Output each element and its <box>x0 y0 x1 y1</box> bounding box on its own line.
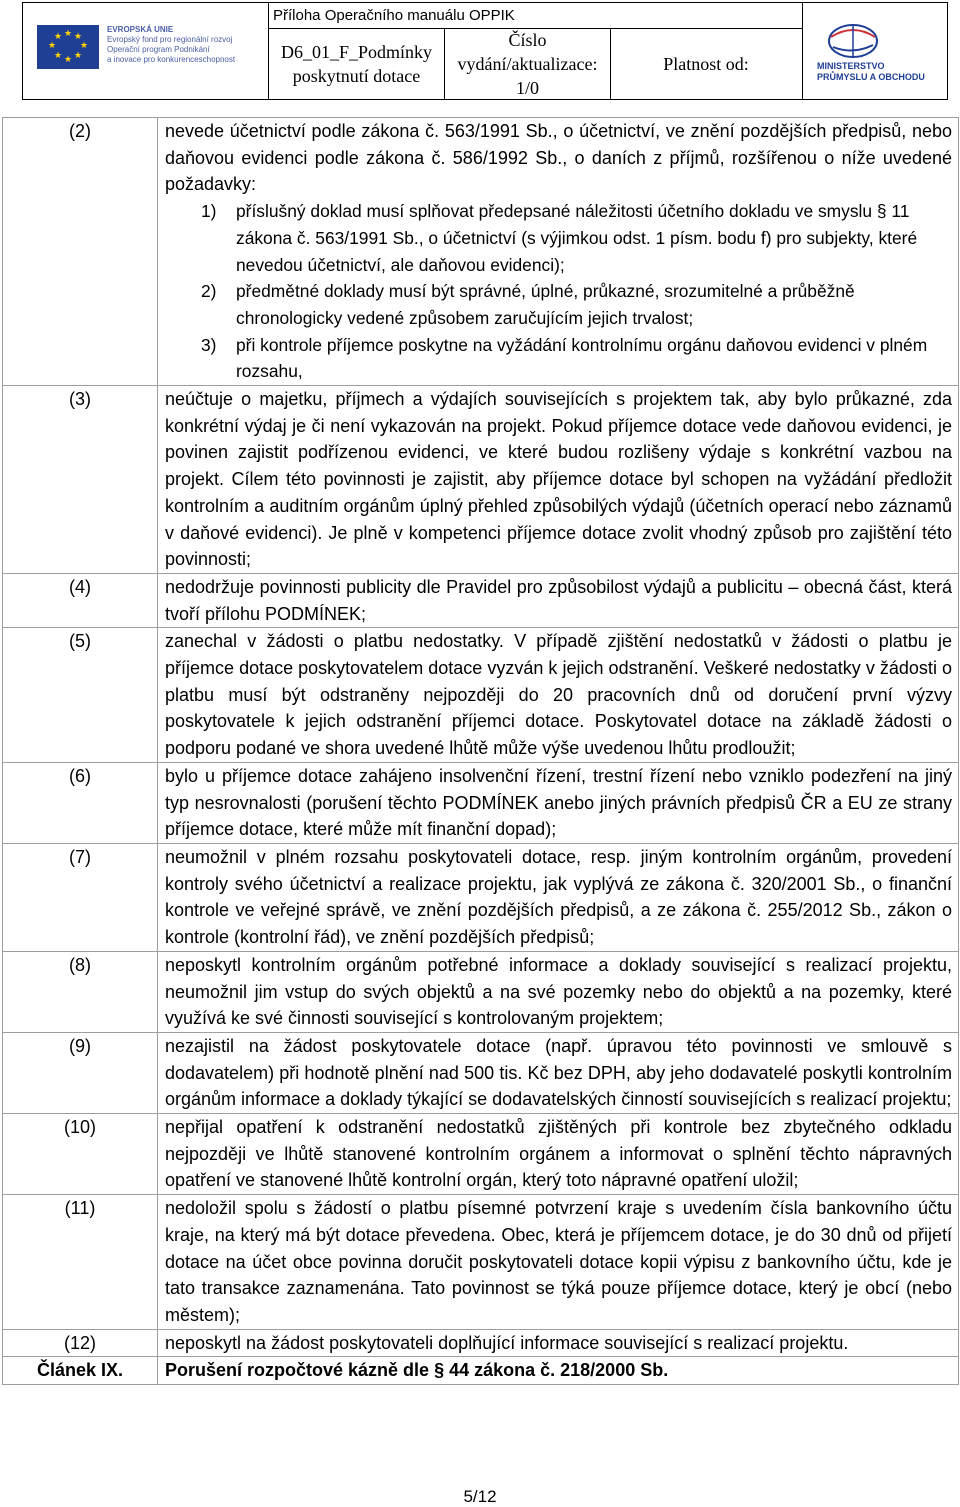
row-text <box>158 1195 959 1330</box>
row-text <box>158 573 959 627</box>
row-text <box>158 1329 959 1357</box>
table-row <box>3 1195 959 1330</box>
sub-item-text: předmětné doklady musí být správné, úplné, průkazné, srozumitelné a průběžně chronologicky vedené způsobem zaručujícím jejich trvalost; <box>236 281 855 328</box>
row-number: (3) <box>3 386 158 574</box>
article-title: Porušení rozpočtové kázně dle § 44 zákona č. 218/2000 Sb. <box>158 1357 959 1385</box>
row-paragraph: neúčtuje o majetku, příjmech a výdajích souvisejících s projektem tak, aby bylo průkazné, zda konkrétní výdaj je či není vykazován na projekt. Pokud příjemce dotace vede daňovou evidenci, je povinen zajistit podřízenou evidenci, ve které budou rozlišeny výdaje s konkrétní vazbou na projekt. Cílem této povinnosti je zajistit, aby příjemce dotace byl schopen na vyžádání předložit kontrolním a auditním orgánům úplný přehled způsobilých výdajů (účetních operací nebo záznamů v daňové evidenci). Je plně v kompetenci příjemce dotace zvolit vhodný způsob pro zajištění této povinnosti; <box>165 389 952 570</box>
row-text <box>158 762 959 843</box>
sub-item-number: 2) <box>201 281 217 302</box>
row-paragraph: nezajistil na žádost poskytovatele dotace (např. úpravou této povinnosti ve smlouvě s dodavatelem) při hodnotě plnění nad 500 tis. Kč bez DPH, aby jeho dodavatelé poskytli kontrolním orgánům informace a doklady týkající se dodavatelských činností souvisejících s realizací projektu; <box>165 1035 952 1110</box>
row-text <box>158 843 959 951</box>
row-paragraph: bylo u příjemce dotace zahájeno insolvenční řízení, trestní řízení nebo vzniklo podezření na jiný typ nesrovnalosti (porušení těchto PODMÍNEK anebo jiných právních předpisů ČR a EU ze strany příjemce dotace, které může mít finanční dopad); <box>165 765 952 840</box>
sub-item-number: 3) <box>201 334 217 355</box>
table-row <box>3 762 959 843</box>
table-row <box>3 843 959 951</box>
header-info <box>269 3 803 99</box>
table-row <box>3 386 959 574</box>
row-paragraph: nedodržuje povinnosti publicity dle Pravidel pro způsobilost výdajů a publicitu – obecná část, která tvoří přílohu PODMÍNEK; <box>165 576 952 624</box>
article-number: Článek IX. <box>3 1357 158 1385</box>
row-number: (9) <box>3 1032 158 1113</box>
page-number: 5/12 <box>463 1487 497 1506</box>
row-number: (10) <box>3 1114 158 1195</box>
row-text <box>158 1032 959 1113</box>
row-paragraph: neumožnil v plném rozsahu poskytovateli dotace, resp. jiným kontrolním orgánům, provedení kontroly svého účetnictví a realizace projektu, jak vyplývá ze zákona č. 320/2001 Sb., o finanční kontrole ve veřejné správě, ve znění pozdějších předpisů, a ze zákona č. 255/2012 Sb., zákon o kontrole (kontrolní řád), ve znění pozdějších předpisů; <box>165 846 952 948</box>
row-number: (12) <box>3 1329 158 1357</box>
row-number: (4) <box>3 573 158 627</box>
row-number: (11) <box>3 1195 158 1330</box>
table-row <box>3 1329 959 1357</box>
table-row <box>3 951 959 1032</box>
sub-item-number: 1) <box>201 201 217 222</box>
document-title: Příloha Operačního manuálu OPPIK <box>269 3 802 29</box>
table-row <box>3 573 959 627</box>
row-number: (2) <box>3 118 158 386</box>
sub-item-text: při kontrole příjemce poskytne na vyžádání kontrolnímu orgánu daňovou evidenci v plném rozsahu, <box>236 334 928 382</box>
eu-logo-text: EVROPSKÁ UNIE Evropský fond pro regionální rozvoj Operační program Podnikání a inovace pro konkurenceschopnost <box>107 25 236 64</box>
sub-item <box>165 198 952 278</box>
valid-from-label: Platnost od: <box>663 54 749 74</box>
eu-flag-icon: ★ ★ ★ ★ ★ ★ ★ ★ <box>37 25 99 69</box>
row-number: (8) <box>3 951 158 1032</box>
document-header <box>22 2 948 100</box>
sub-item-text: příslušný doklad musí splňovat předepsané náležitosti účetního dokladu ve smyslu § 11 zákona č. 563/1991 Sb., o účetnictví (s výjimkou odst. 1 písm. bodu f) pro subjekty, které nevedou účetnictví, ale daňovou evidenci); <box>236 201 918 275</box>
row-paragraph: zanechal v žádosti o platbu nedostatky. V případě zjištění nedostatků v žádosti o platbu je příjemce dotace poskytovatelem dotace vyzván k jejich odstranění. Veškeré nedostatky v žádosti o platbu musí být odstraněny nejpozději do 20 pracovních dnů od doručení první výzvy poskytovatele k jejich odstranění příjemci dotace. Poskytovatel dotace na základě žádosti o podporu podané ve shora uvedené lhůtě může výše uvedenou lhůtu prodloužit; <box>165 631 952 759</box>
table-row <box>3 118 959 386</box>
sub-item <box>165 332 952 385</box>
row-paragraph: nepřijal opatření k odstranění nedostatků zjištěných při kontrole bez zbytečného odkladu nejpozději ve lhůtě stanovené kontrolním orgánem a informovat o splnění těchto nápravných opatření ve stanovené lhůtě kontrolní orgán, který toto nápravné opatření uložil; <box>165 1117 952 1191</box>
eu-logo <box>23 3 269 99</box>
mpo-logo <box>803 3 947 99</box>
document-name: D6_01_F_Podmínky poskytnutí dotace <box>269 29 445 99</box>
row-paragraph: nedoložil spolu s žádostí o platbu písemné potvrzení kraje s uvedením čísla bankovního účtu kraje, na který má být dotace převedena. Obec, která je příjemcem dotace, je do 30 dnů od přijetí dotace na účet obce povinna doručit poskytovateli dotace kopii výpisu z bankovního účtu, kde je tato transakce zaznamenána. Tato povinnost se týká pouze příjemce dotace, který je obcí (nebo městem); <box>165 1198 952 1325</box>
table-row <box>3 628 959 763</box>
table-row <box>3 1114 959 1195</box>
mpo-logo-text: MINISTERSTVO PRŮMYSLU A OBCHODU <box>817 61 925 82</box>
table-row <box>3 1032 959 1113</box>
row-number: (7) <box>3 843 158 951</box>
article-row <box>3 1357 959 1385</box>
row-number: (5) <box>3 628 158 763</box>
row-paragraph: neposkytl na žádost poskytovateli doplňující informace související s realizací projektu. <box>165 1332 849 1353</box>
conditions-table <box>2 117 959 1385</box>
row-paragraph: neposkytl kontrolním orgánům potřebné informace a doklady související s realizací projektu, neumožnil jim vstup do svých objektů a na své pozemky nebo do objektů a na pozemky, které využívá ke své činnosti související s kontrolovaným projektem; <box>165 954 952 1029</box>
row-text <box>158 118 959 386</box>
row-paragraph: nevede účetnictví podle zákona č. 563/1991 Sb., o účetnictví, ve znění pozdějších předpisů, nebo daňovou evidenci podle zákona č. 586/1992 Sb., o daních z příjmů, rozšířenou o níže uvedené požadavky: <box>165 121 952 195</box>
sub-item <box>165 278 952 331</box>
globe-icon <box>823 19 883 59</box>
row-text <box>158 951 959 1032</box>
version-label: Číslo vydání/aktualizace: 1/0 <box>445 29 611 99</box>
row-text <box>158 386 959 574</box>
row-text <box>158 628 959 763</box>
row-text <box>158 1114 959 1195</box>
row-number: (6) <box>3 762 158 843</box>
